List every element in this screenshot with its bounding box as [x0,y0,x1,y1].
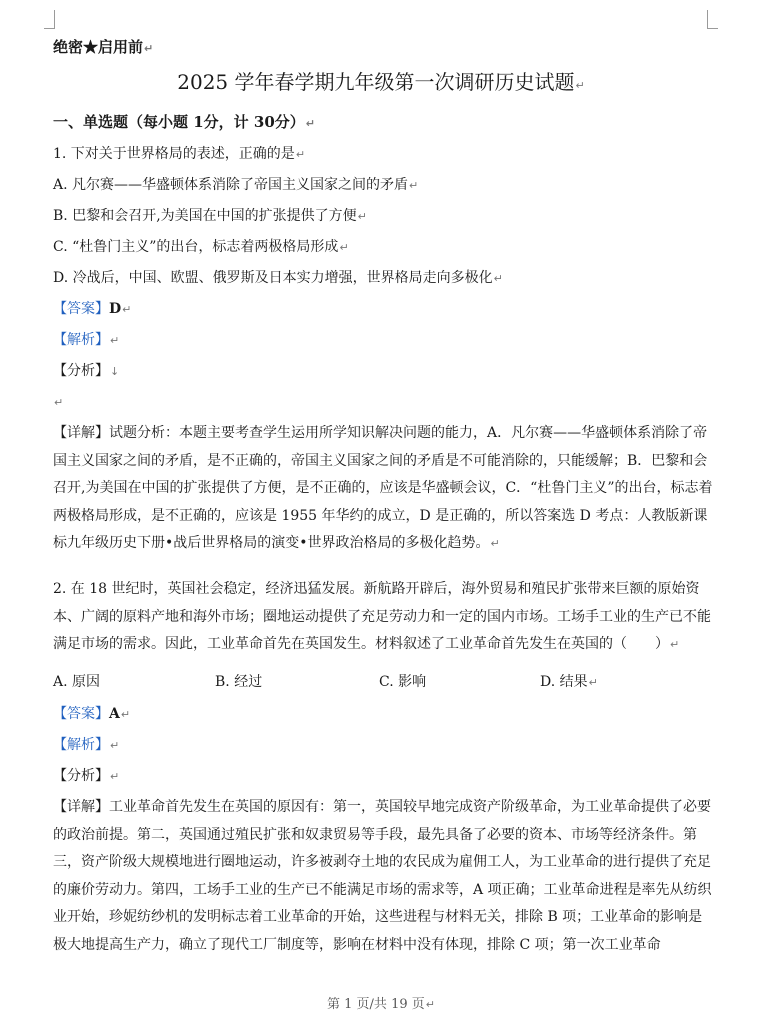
page-footer: 第 1 页/共 19 页↵ [327,997,435,1012]
q2-detail: 【详解】工业革命首先发生在英国的原因有：第一，英国较早地完成资产阶级革命，为工业革命提供了必要的政治前提。第二，英国通过殖民扩张和奴隶贸易等手段，最先具备了必要的资本、市场等经济条件。第三，资产阶级大规模地进行圈地运动，许多被剥夺土地的农民成为雇佣工人，为工业革命的进行提供了充足的廉价劳动力。第四，工场手工业的生产已不能满足市场的需求等，A 项正确；工业革命进程是率先从纺织业开始，珍妮纺纱机的发明标志着工业革命的开始，这些进程与材料无关，排除 B 项；工业革命的影响是极大地提高生产力，确立了现代工厂制度等，影响在材料中没有体现，排除 C 项；第一次工业革命 [53,799,712,953]
q2-option-a: A. 原因 [53,674,101,690]
blank-line: ↵ [54,396,64,409]
crop-mark-top-right [707,10,718,29]
q2-option-d: D. 结果↵ [540,674,598,690]
q2-analysis-tag: 【解析】↵ [53,737,120,753]
q2-fenxi-label: 【分析】↵ [53,768,120,784]
q1-answer: 【答案】D↵ [53,301,132,317]
q2-option-b: B. 经过 [215,674,263,690]
q1-option-d: D. 冷战后，中国、欧盟、俄罗斯及日本实力增强，世界格局走向多极化↵ [53,270,503,286]
q2-answer: 【答案】A↵ [53,706,131,722]
q1-option-c: C. “杜鲁门主义”的出台，标志着两极格局形成↵ [53,239,349,255]
q1-option-a: A. 凡尔赛——华盛顿体系消除了帝国主义国家之间的矛盾↵ [53,177,419,193]
q1-analysis-tag: 【解析】↵ [53,332,120,348]
page-title: 2025 学年春学期九年级第一次调研历史试题↵ [177,70,585,94]
q2-option-c: C. 影响 [379,674,427,690]
q1-fenxi-label: 【分析】↓ [53,363,120,379]
section-heading: 一、单选题（每小题 1分，计 30分）↵ [53,113,315,131]
q2-stem: 2. 在 18 世纪时，英国社会稳定，经济迅猛发展。新航路开辟后，海外贸易和殖民扩张带来巨额的原始资本、广阔的原料产地和海外市场；圈地运动提供了充足劳动力和一定的国内市场。工场手工业的生产已不能满足市场的需求。因此，工业革命首先在英国发生。材料叙述了工业革命首先发生在英国的（ ）↵ [53,581,711,652]
q1-option-b: B. 巴黎和会召开,为美国在中国的扩张提供了方便↵ [53,208,367,224]
crop-mark-top-left [44,10,55,29]
q1-stem: 1. 下对关于世界格局的表述，正确的是↵ [53,146,306,162]
secret-label: 绝密★启用前↵ [53,38,154,56]
q1-detail: 【详解】试题分析：本题主要考查学生运用所学知识解决问题的能力，A．凡尔赛——华盛顿体系消除了帝国主义国家之间的矛盾，是不正确的，帝国主义国家之间的矛盾是不可能消除的，只能缓解；B．巴黎和会召开,为美国在中国的扩张提供了方便，是不正确的，应该是华盛顿会议，C．“杜鲁门主义”的出台，标志着两极格局形成，是不正确的，应该是 1955 年华约的成立，D 是正确的，所以答案选 D 考点：人教版新课标九年级历史下册•战后世界格局的演变•世界政治格局的多极化趋势。↵ [53,425,713,551]
